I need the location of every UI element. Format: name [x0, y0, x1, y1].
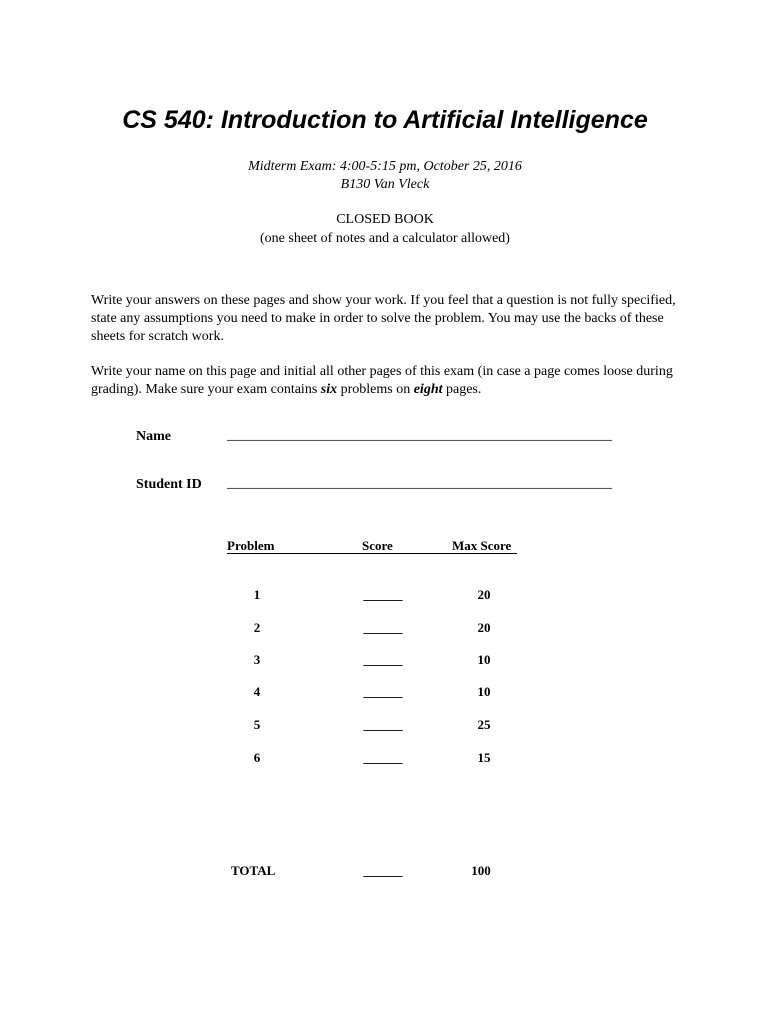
instructions-text-c: pages.	[442, 382, 482, 397]
name-label: Name	[136, 429, 171, 444]
score-blank[interactable]: ______	[363, 684, 403, 699]
student-id-label: Student ID	[136, 477, 202, 492]
exam-title: CS 540: Introduction to Artificial Intelligence	[122, 106, 648, 134]
column-header-score: Score	[362, 538, 452, 554]
max-score: 15	[477, 750, 491, 765]
problem-number: 2	[253, 620, 261, 635]
problem-number: 3	[253, 652, 261, 667]
max-score: 20	[477, 587, 491, 602]
problem-number: 1	[253, 587, 261, 602]
problem-number: 4	[253, 684, 261, 699]
score-blank[interactable]: ______	[363, 652, 403, 667]
total-label: TOTAL	[231, 863, 276, 878]
max-score: 10	[477, 684, 491, 699]
exam-time-line: Midterm Exam: 4:00-5:15 pm, October 25, 2016	[248, 159, 522, 174]
emphasis-eight: eight	[413, 382, 443, 397]
problem-number: 6	[253, 750, 261, 765]
score-blank[interactable]: ______	[363, 750, 403, 765]
allowed-materials: (one sheet of notes and a calculator allowed)	[260, 231, 510, 246]
problem-number: 5	[253, 717, 261, 732]
column-header-max-score: Max Score	[452, 538, 517, 554]
instructions-text-b: problems on	[337, 382, 414, 397]
score-blank[interactable]: ______	[363, 717, 403, 732]
closed-book-notice: CLOSED BOOK	[336, 212, 434, 227]
instructions-text-a: Write your name on this page and initial all other pages of this exam (in case a page comes loose during grading). Make sure your exam contains	[91, 364, 673, 397]
max-score: 20	[477, 620, 491, 635]
column-header-problem: Problem	[227, 538, 362, 554]
total-max-score: 100	[471, 863, 491, 878]
score-blank[interactable]: ______	[363, 620, 403, 635]
student-id-field[interactable]: _______________________________________________________	[227, 476, 612, 491]
total-score-blank[interactable]: ______	[363, 863, 403, 878]
emphasis-six: six	[320, 382, 338, 397]
max-score: 10	[477, 652, 491, 667]
instructions-paragraph-1: Write your answers on these pages and show your work. If you feel that a question is not fully specified, state any assumptions you need to make in order to solve the problem. You may use the backs of these sheets for scratch work.	[91, 293, 676, 344]
score-blank[interactable]: ______	[363, 587, 403, 602]
max-score: 25	[477, 717, 491, 732]
instructions-paragraph-2	[91, 363, 691, 399]
exam-room: B130 Van Vleck	[340, 177, 430, 192]
name-field[interactable]: _______________________________________________________	[227, 428, 612, 443]
